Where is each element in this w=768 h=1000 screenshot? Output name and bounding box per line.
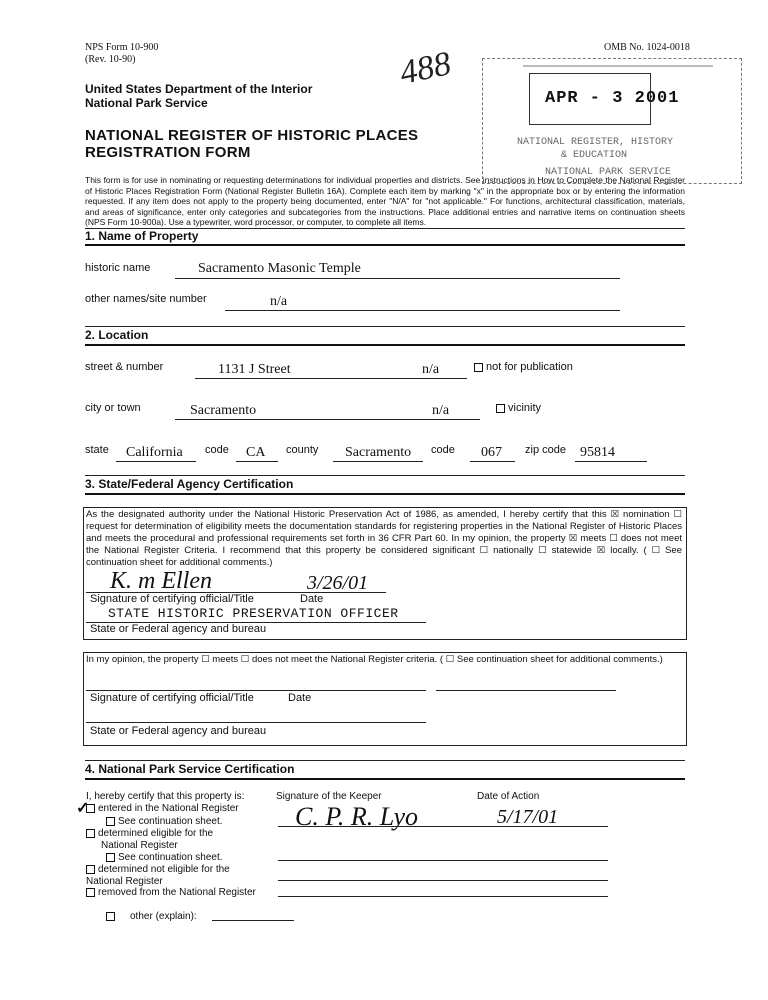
option-not-eligible[interactable] [86,864,230,875]
option-entered-continuation[interactable] [106,816,223,827]
option-eligible-continuation-label: See continuation sheet. [118,852,223,863]
option-eligible-continuation-checkbox[interactable] [106,853,115,862]
date-label: Date [300,593,324,605]
signature-label: Signature of certifying official/Title [90,593,254,605]
other-names-value[interactable]: n/a [270,294,288,309]
not-for-publication[interactable] [474,361,573,373]
historic-name-label: historic name [85,262,151,274]
county-label: county [286,444,319,456]
department-line2: National Park Service [85,96,208,110]
option-entered-label: entered in the National Register [98,803,239,814]
city-label: city or town [85,402,141,414]
stamp-date: APR - 3 2001 [545,89,680,108]
option-eligible-label: determined eligible for the [98,828,214,839]
not-for-publication-label: not for publication [486,361,573,373]
option-not-eligible-line2: National Register [86,876,163,887]
omb-number: OMB No. 1024-0018 [604,42,690,53]
zip-value[interactable]: 95814 [580,445,615,460]
opinion-text: In my opinion, the property ☐ meets ☐ does not meet the National Register criteria. ( ☐ See continuation sheet for additional comments.) [86,654,663,665]
option-eligible[interactable] [86,828,213,839]
form-title-line2: REGISTRATION FORM [85,144,251,161]
option-removed-checkbox[interactable] [86,888,95,897]
vicinity-checkbox[interactable] [496,404,505,413]
keeper-signature: C. P. R. Lyo [295,802,418,831]
street-na: n/a [422,362,440,377]
option-other-label: other (explain): [130,911,197,922]
option-other-checkbox[interactable] [106,912,115,921]
option-not-eligible-checkbox[interactable] [86,865,95,874]
option-other[interactable] [106,911,197,922]
signature-label-2: Signature of certifying official/Title [90,692,254,704]
stamp-line1: NATIONAL REGISTER, HISTORY [517,137,674,148]
city-na: n/a [432,403,450,418]
street-label: street & number [85,361,164,373]
form-title-line1: NATIONAL REGISTER OF HISTORIC PLACES [85,127,419,144]
stamp-line3: NATIONAL PARK SERVICE [545,167,672,178]
option-entered[interactable] [86,803,239,814]
stamp-line2: & EDUCATION [561,150,628,161]
section3-heading: 3. State/Federal Agency Certification [85,477,294,491]
section2-heading: 2. Location [85,328,149,342]
street-value[interactable]: 1131 J Street [218,362,291,377]
city-value[interactable]: Sacramento [190,403,257,418]
received-stamp [482,58,742,184]
handwritten-number: 488 [396,45,455,92]
state-code-value[interactable]: CA [246,445,266,460]
option-removed-label: removed from the National Register [98,887,256,898]
section1-heading: 1. Name of Property [85,229,199,243]
section4-heading: 4. National Park Service Certification [85,762,295,776]
county-code-label: code [431,444,455,456]
department-line1: United States Department of the Interior [85,82,313,96]
shpo-signature: K. m Ellen [110,568,212,594]
option-eligible-line2: National Register [101,840,178,851]
keeper-label: Signature of the Keeper [276,791,382,802]
vicinity-label: vicinity [508,402,542,414]
option-removed[interactable] [86,887,256,898]
option-entered-continuation-label: See continuation sheet. [118,816,223,827]
historic-name-value[interactable]: Sacramento Masonic Temple [198,261,361,276]
zip-label: zip code [525,444,566,456]
option-eligible-continuation[interactable] [106,852,223,863]
date-action-value: 5/17/01 [497,806,559,828]
agency-label: State or Federal agency and bureau [90,623,267,635]
official-title: STATE HISTORIC PRESERVATION OFFICER [108,606,399,621]
not-for-publication-checkbox[interactable] [474,363,483,372]
option-not-eligible-label: determined not eligible for the [98,864,230,875]
shpo-date: 3/26/01 [307,572,369,594]
date-label-2: Date [288,692,312,704]
form-instructions: This form is for use in nominating or requesting determinations for individual properties and districts. See instructions in How to Complete the National Register of Historic Places Registration Form (National Register Bulletin 16A). Complete each item by marking "x" in the appropriate box or by entering the information requested. If any item does not apply to the property being documented, enter "N/A" for "not applicable." For functions, architectural classification, materials, and areas of significance, enter only categories and subcategories from the instructions. Place additional entries and narrative items on continuation sheets (NPS Form 10-900a). Use a typewriter, word processor, or computer, to complete all items. [85,175,685,227]
certify-intro: I, hereby certify that this property is: [86,791,245,802]
option-entered-continuation-checkbox[interactable] [106,817,115,826]
date-action-label: Date of Action [477,791,540,802]
other-names-label: other names/site number [85,293,207,305]
vicinity[interactable] [496,402,541,414]
form-number: NPS Form 10-900 [85,42,159,53]
county-code-value[interactable]: 067 [481,445,502,460]
form-revision: (Rev. 10-90) [85,54,136,65]
agency-label-2: State or Federal agency and bureau [90,725,267,737]
state-label: state [85,444,109,456]
option-eligible-checkbox[interactable] [86,829,95,838]
state-code-label: code [205,444,229,456]
state-value[interactable]: California [126,445,183,460]
option-entered-checkbox[interactable] [86,804,95,813]
certification-text: As the designated authority under the National Historic Preservation Act of 1986, as amended, I hereby certify that this ☒ nomination ☐ request for determination of eligibility meets the documentation standards for registering properties in the National Register of Historic Places and meets the procedural and professional requirements set forth in 36 CFR Part 60. In my opinion, the property ☒ meets ☐ does not meet the National Register Criteria. I recommend that this property be considered significant ☐ nationally ☐ statewide ☒ locally. ( ☐ See continuation sheet for additional comments.) [86,509,682,568]
county-value[interactable]: Sacramento [345,445,412,460]
entered-check-mark: ✓ [76,800,90,817]
